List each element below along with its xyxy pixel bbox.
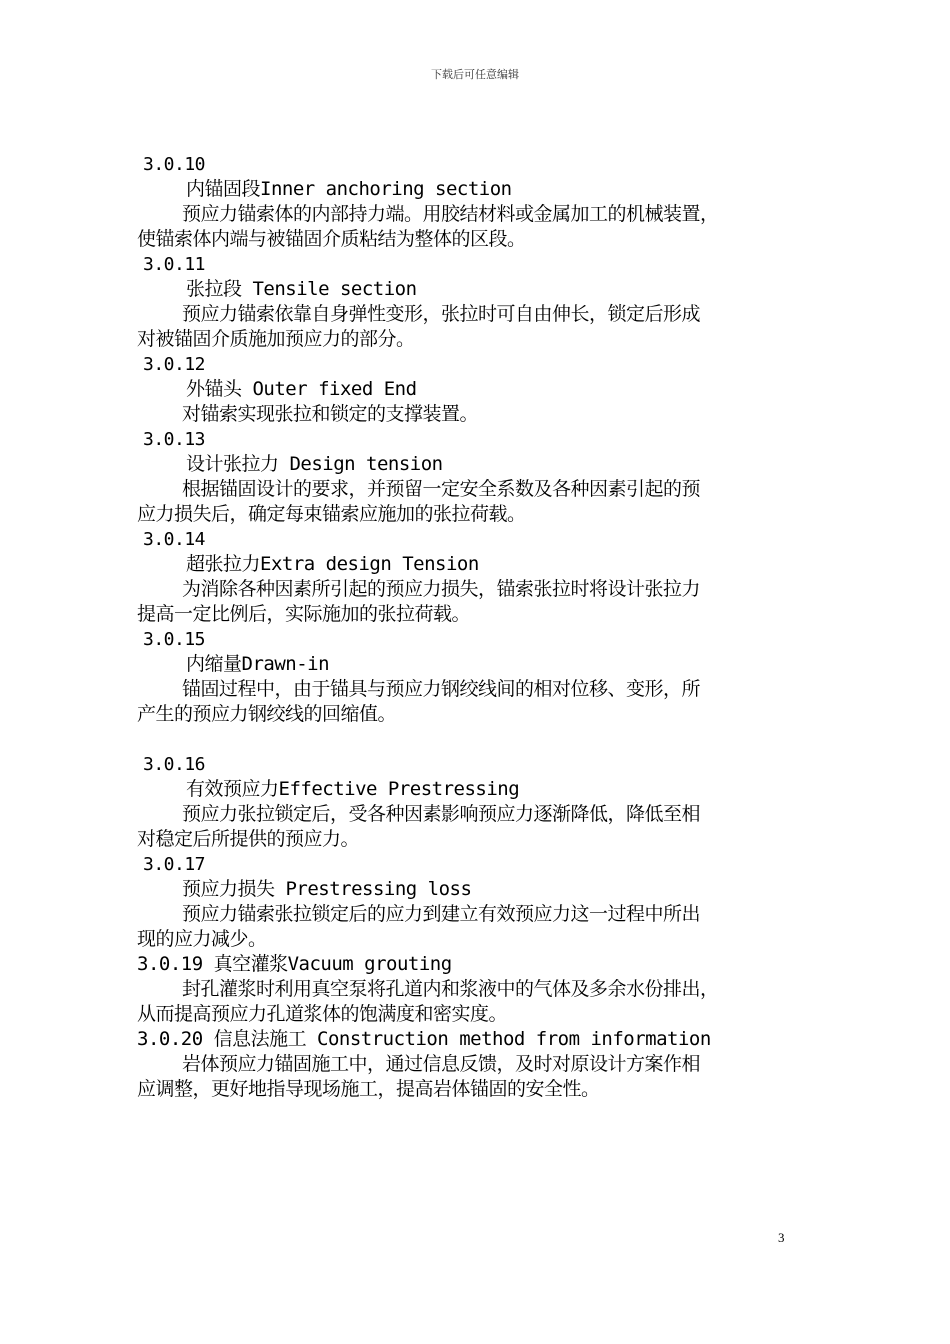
page-header: 下载后可任意编辑 [431, 68, 519, 81]
definition-line: 产生的预应力钢绞线的回缩值。 [137, 703, 397, 725]
definition-line: 应调整，更好地指导现场施工，提高岩体锚固的安全性。 [137, 1078, 600, 1100]
term-heading-effective-prestressing: 有效预应力Effective Prestressing [186, 778, 520, 800]
definition-line: 预应力张拉锁定后，受各种因素影响预应力逐渐降低，降低至相 [182, 803, 701, 825]
section-number-3-0-10: 3.0.10 [143, 154, 206, 175]
term-heading-vacuum-grouting: 3.0.19 真空灌浆Vacuum grouting [137, 953, 452, 975]
term-heading-extra-design-tension: 超张拉力Extra design Tension [186, 553, 479, 575]
definition-line: 预应力锚索张拉锁定后的应力到建立有效预应力这一过程中所出 [182, 903, 701, 925]
section-number-3-0-17: 3.0.17 [143, 854, 206, 875]
definition-line: 现的应力减少。 [137, 928, 267, 950]
term-heading-inner-anchoring: 内锚固段Inner anchoring section [186, 178, 512, 200]
section-number-3-0-14: 3.0.14 [143, 529, 206, 550]
term-heading-tensile: 张拉段 Tensile section [186, 278, 417, 300]
term-heading-outer-fixed-end: 外锚头 Outer fixed End [186, 378, 417, 400]
term-heading-design-tension: 设计张拉力 Design tension [186, 453, 443, 475]
definition-line: 对被锚固介质施加预应力的部分。 [137, 328, 415, 350]
definition-line: 封孔灌浆时利用真空泵将孔道内和浆液中的气体及多余水份排出， [182, 978, 719, 1000]
definition-line: 为消除各种因素所引起的预应力损失，锚索张拉时将设计张拉力 [182, 578, 701, 600]
definition-line: 锚固过程中，由于锚具与预应力钢绞线间的相对位移、变形，所 [182, 678, 701, 700]
section-number-3-0-15: 3.0.15 [143, 629, 206, 650]
section-number-3-0-12: 3.0.12 [143, 354, 206, 375]
definition-line: 对锚索实现张拉和锁定的支撑装置。 [182, 403, 479, 425]
section-number-3-0-13: 3.0.13 [143, 429, 206, 450]
term-heading-drawn-in: 内缩量Drawn-in [186, 653, 330, 675]
definition-line: 预应力锚索体的内部持力端。用胶结材料或金属加工的机械装置， [182, 203, 719, 225]
definition-line: 岩体预应力锚固施工中，通过信息反馈，及时对原设计方案作相 [182, 1053, 701, 1075]
definition-line: 对稳定后所提供的预应力。 [137, 828, 360, 850]
section-number-3-0-16: 3.0.16 [143, 754, 206, 775]
definition-line: 从而提高预应力孔道浆体的饱满度和密实度。 [137, 1003, 508, 1025]
definition-line: 提高一定比例后，实际施加的张拉荷载。 [137, 603, 471, 625]
definition-line: 应力损失后，确定每束锚索应施加的张拉荷载。 [137, 503, 526, 525]
definition-line: 根据锚固设计的要求，并预留一定安全系数及各种因素引起的预 [182, 478, 701, 500]
page-number: 3 [778, 1230, 785, 1245]
term-heading-construction-method: 3.0.20 信息法施工 Construction method from information [137, 1028, 711, 1050]
definition-line: 使锚索体内端与被锚固介质粘结为整体的区段。 [137, 228, 526, 250]
section-number-3-0-11: 3.0.11 [143, 254, 206, 275]
term-heading-prestressing-loss: 预应力损失 Prestressing loss [182, 878, 472, 900]
definition-line: 预应力锚索依靠自身弹性变形，张拉时可自由伸长，锁定后形成 [182, 303, 701, 325]
